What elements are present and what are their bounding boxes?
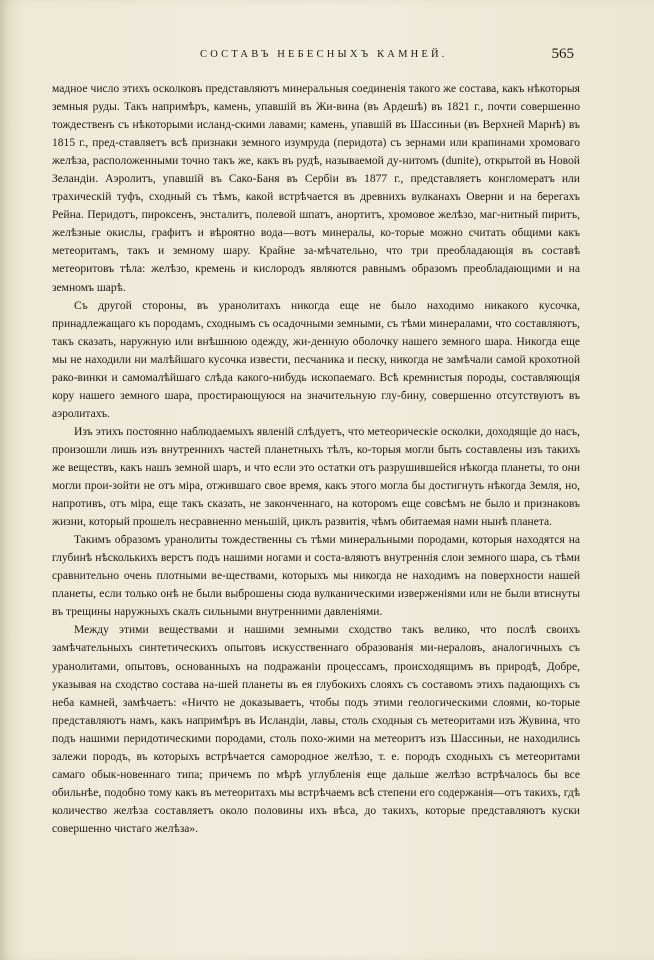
paragraph: Изъ этихъ постоянно наблюдаемыхъ явленій слѣдуетъ, что метеорическіе осколки, доходящіе до насъ, произошли лишь изъ внутреннихъ частей планетныхъ тѣлъ, ко-торыя могли быть составлены изъ такихъ же веществъ, какъ нашъ земной шаръ, и что если это остатки отъ разрушившейся нѣкогда планеты, то они могли прои-зойти не отъ міра, отжившаго свое время, какъ этого могла бы достигнуть нѣкогда Земля, но, напротивъ, отъ міра, еще такъ сказать, не законченнаго, на которомъ еще совсѣмъ не было и признаковъ жизни, который прошелъ несравненно меньшій, циклъ развитія, чѣмъ обитаемая нами нынѣ планета. (52, 425, 580, 529)
paragraph: мадное число этихъ осколковъ представляютъ минеральныя соединенія такого же состава, какъ нѣкоторыя земныя руды. Такъ напримѣръ, камень, упавшій въ Жи-вина (въ Ардешѣ) въ 1821 г., почти совершенно тождественъ съ нѣкоторыми исланд-скими лавами; камень, упавшій въ Шассиньи (въ Верхней Марнѣ) въ 1815 г., пред-ставляетъ всѣ признаки земного изумруда (перидота) съ зернами или крапинами хромоваго желѣза, расположенными точно такъ же, какъ въ рудѣ, называемой ду-нитомъ (dunite), открытой въ Новой Зеландіи. Аэролитъ, упавшій въ Сако-Баня въ Сербіи въ 1877 г., представляетъ конгломератъ или трахическій туфъ, сходный съ тѣмъ, какой встрѣчается въ древнихъ вулканахъ Оверни и на берегахъ Рейна. Перидотъ, пироксенъ, энсталитъ, полевой шпатъ, анортитъ, хромовое желѣзо, маг-нитный пиритъ, желѣзные окислы, графитъ и вѣроятно вода—вотъ минералы, ко-торые можно считать общими какъ метеоритамъ, такъ и земному шару. Крайне за-мѣчательно, что три преобладающія въ составѣ метеоритовъ тѣла: желѣзо, кремень и кислородъ являются равнымъ образомъ преобладающими и на земномъ шарѣ. (52, 83, 580, 294)
paragraph: Такимъ образомъ уранолиты тождественны съ тѣми минеральными породами, которыя находятся на глубинѣ нѣсколькихъ верстъ подъ нашими ногами и соста-вляютъ внутреннія слои земного шара, съ тѣми сравнительно очень плотными ве-ществами, которыхъ мы никогда не находимъ на поверхности нашей планеты, если только онѣ не были выброшены сюда вулканическими изверженіями или не были втиснуты въ трещины наружныхъ скалъ сильными внутренними давленіями. (52, 534, 580, 619)
paragraph: Съ другой стороны, въ уранолитахъ никогда еще не было находимо никакого кусочка, принадлежащаго къ породамъ, сходнымъ съ осадочными земными, съ тѣми минералами, что составляютъ, такъ сказать, наружную или внѣшнюю одежду, жи-денную оболочку нашего земного шара. Никогда еще мы не находили ни малѣйшаго кусочка извести, песчаника и песку, никогда не замѣчали самой крохотной рако-винки и самомалѣйшаго слѣда какого-нибудь ископаемаго. Всѣ кремнистыя породы, составляющія кору нашего земного шара, простирающуюся на значительную глу-бину, совершенно отсутствуютъ въ аэролитахъ. (52, 299, 580, 420)
page-header (60, 46, 574, 68)
running-title: СОСТАВЪ НЕБЕСНЫХЪ КАМНЕЙ. (200, 49, 448, 60)
page-number: 565 (551, 46, 574, 62)
body-text (52, 80, 580, 838)
paragraph: Между этими веществами и нашими земными сходство такъ велико, что послѣ своихъ замѣчательныхъ синтетическихъ опытовъ искусственнаго образованія ми-нераловъ, аналогичныхъ съ уранолитами, опытовъ, основанныхъ на подражаніи процессамъ, происходящимъ въ природѣ, Добре, указывая на сходство состава на-шей планеты въ ея глубокихъ слояхъ съ составомъ этихъ падающихъ съ неба камней, замѣчаетъ: «Ничто не доказываетъ, чтобы подъ этими геологическими слоями, ко-торые представляютъ намъ, какъ напримѣръ въ Исландіи, лавы, столь сходныя съ метеоритами изъ Жувина, что подъ нашими перидотическими породами, столь похо-жими на метеоритъ изъ Шассиньи, не находились залежи породъ, въ которыхъ встрѣчается самородное желѣзо, т. е. породъ сходныхъ съ метеоритами самаго обык-новеннаго типа; причемъ по мѣрѣ углубленія еще дальше желѣзо встрѣчалось бы все обильнѣе, подобно тому какъ въ метеоритахъ мы встрѣчаемъ всѣ степени его содержанія—отъ такихъ, гдѣ количество желѣза составляетъ около половины ихъ вѣса, до такихъ, которые представляютъ куски совершенно чистаго желѣза». (52, 624, 580, 835)
